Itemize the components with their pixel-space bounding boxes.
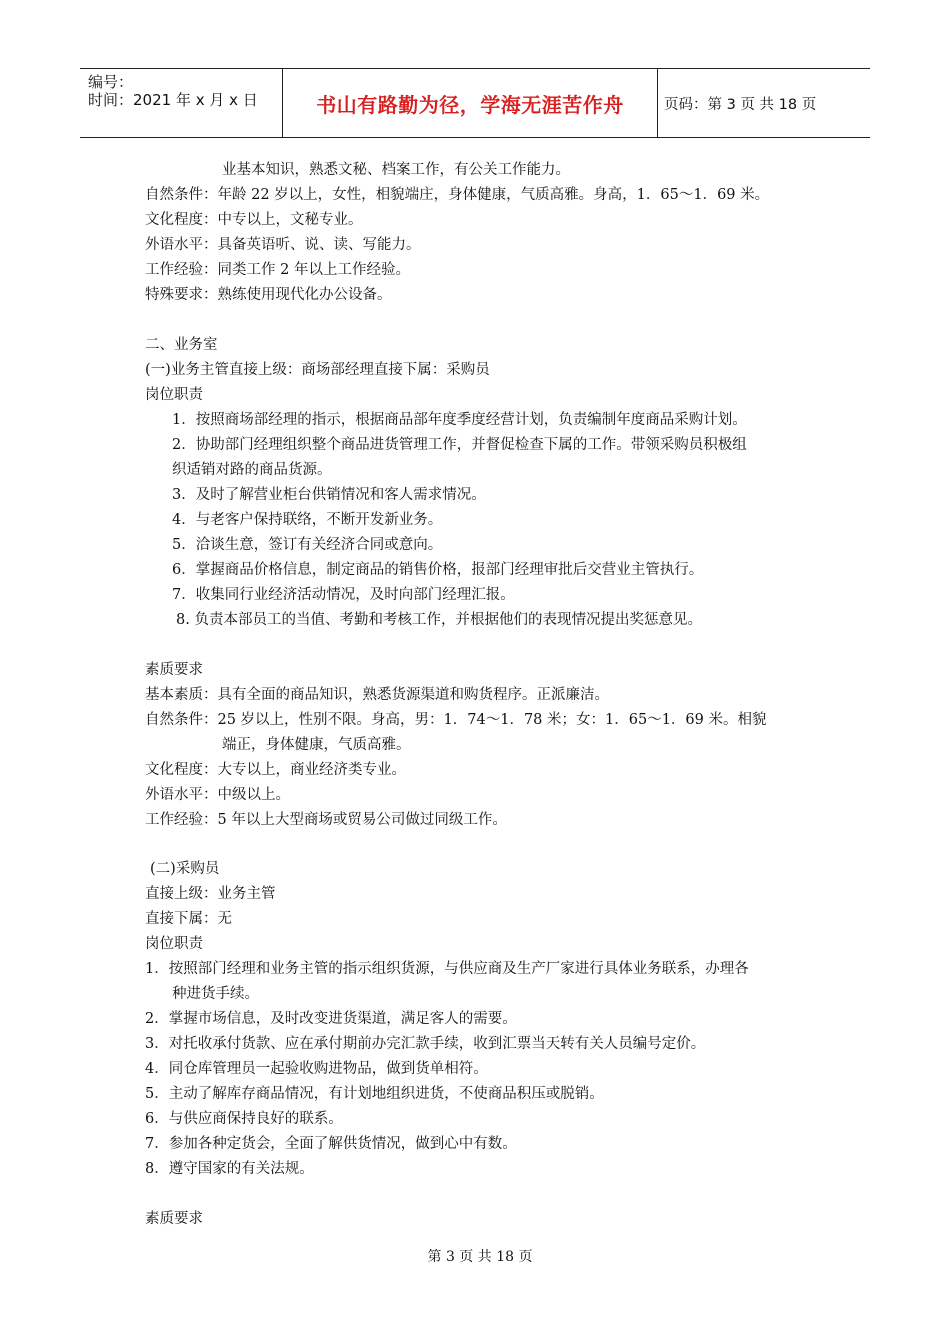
duty-item: 6．掌握商品价格信息，制定商品的销售价格，报部门经理审批后交营业主管执行。: [172, 562, 704, 578]
section-label: 素质要求: [145, 1211, 203, 1227]
body-line: 自然条件：年龄 22 岁以上，女性，相貌端庄，身体健康，气质高雅。身高，1．65～1．69 米。: [145, 187, 770, 203]
body-line: 文化程度：中专以上，文秘专业。: [145, 212, 363, 228]
body-line: 外语水平：中级以上。: [145, 787, 290, 803]
section-label: 岗位职责: [145, 936, 203, 952]
duty-item: 2．掌握市场信息，及时改变进货渠道，满足客人的需要。: [145, 1011, 517, 1027]
document-number-label: 编号：: [88, 73, 134, 91]
duty-item: 8．遵守国家的有关法规。: [145, 1161, 314, 1177]
body-line: 工作经验：5 年以上大型商场或贸易公司做过同级工作。: [145, 812, 507, 828]
duty-item: 5．主动了解库存商品情况，有计划地组织进货，不使商品积压或脱销。: [145, 1086, 604, 1102]
page-header: [80, 68, 870, 138]
section-label: 岗位职责: [145, 387, 203, 403]
duty-item: 1．按照商场部经理的指示，根据商品部年度季度经营计划，负责编制年度商品采购计划。: [172, 412, 747, 428]
duty-item: 7．收集同行业经济活动情况，及时向部门经理汇报。: [172, 587, 515, 603]
body-line: 工作经验：同类工作 2 年以上工作经验。: [145, 262, 410, 278]
duty-item: 3．及时了解营业柜台供销情况和客人需求情况。: [172, 487, 486, 503]
body-line: 基本素质：具有全面的商品知识，熟悉货源渠道和购货程序。正派廉洁。: [145, 687, 609, 703]
section-label: 素质要求: [145, 662, 203, 678]
body-line: 业基本知识，熟悉文秘、档案工作，有公关工作能力。: [222, 162, 570, 178]
subsection-heading: (一)业务主管直接上级：商场部经理直接下属：采购员: [145, 362, 490, 378]
duty-item: 6．与供应商保持良好的联系。: [145, 1111, 343, 1127]
header-info-cell: [80, 69, 283, 137]
body-line: 直接上级：业务主管: [145, 886, 276, 902]
duty-item: 7．参加各种定货会，全面了解供货情况，做到心中有数。: [145, 1136, 517, 1152]
duty-item-continued: 织适销对路的商品货源。: [172, 462, 332, 478]
duty-item: 1．按照部门经理和业务主管的指示组织货源，与供应商及生产厂家进行具体业务联系，办理各: [145, 961, 749, 977]
duty-item: 8. 负责本部员工的当值、考勤和考核工作，并根据他们的表现情况提出奖惩意见。: [176, 612, 702, 628]
body-line: 直接下属：无: [145, 911, 232, 927]
duty-item: 4．同仓库管理员一起验收购进物品，做到货单相符。: [145, 1061, 488, 1077]
body-line: 特殊要求：熟练使用现代化办公设备。: [145, 287, 392, 303]
duty-item-continued: 种进货手续。: [172, 986, 259, 1002]
document-time-label: 时间：2021 年 x 月 x 日: [88, 91, 258, 109]
header-motto: 书山有路勤为径，学海无涯苦作舟: [316, 92, 624, 117]
duty-item: 4．与老客户保持联络，不断开发新业务。: [172, 512, 443, 528]
duty-item: 3．对托收承付货款、应在承付期前办完汇款手续，收到汇票当天转有关人员编号定价。: [145, 1036, 706, 1052]
section-heading: 二、业务室: [145, 337, 218, 353]
body-line: 外语水平：具备英语听、说、读、写能力。: [145, 237, 421, 253]
body-line: 自然条件：25 岁以上，性别不限。身高，男：1．74～1．78 米；女：1．65～1．69 米。相貌: [145, 712, 767, 728]
header-motto-cell: [283, 69, 658, 137]
duty-item: 5．洽谈生意，签订有关经济合同或意向。: [172, 537, 443, 553]
page-footer: 第 3 页 共 18 页: [427, 1249, 533, 1265]
header-page-code: 页码：第 3 页 共 18 页: [664, 96, 817, 113]
duty-item: 2．协助部门经理组织整个商品进货管理工作，并督促检查下属的工作。带领采购员积极组: [172, 437, 747, 453]
body-line: 文化程度：大专以上，商业经济类专业。: [145, 762, 406, 778]
body-line-continued: 端正，身体健康，气质高雅。: [222, 737, 411, 753]
subsection-heading: (二)采购员: [150, 861, 220, 877]
header-page-cell: [658, 69, 876, 137]
